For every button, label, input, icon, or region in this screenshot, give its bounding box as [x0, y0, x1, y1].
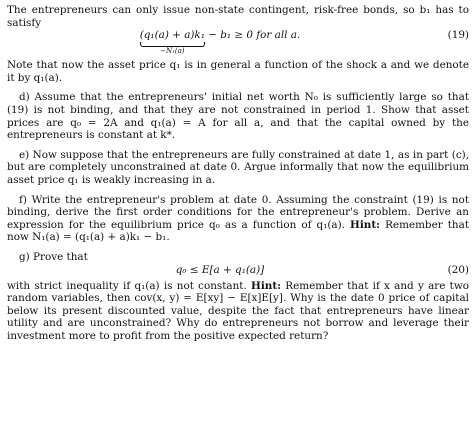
part-f-paragraph	[7, 194, 469, 244]
equation-19-rest: − b₁ ≥ 0 for all a.	[204, 29, 301, 42]
equation-19-body	[7, 29, 433, 56]
equation-20	[7, 264, 469, 280]
part-g-paragraph	[7, 280, 469, 343]
equation-20-body: q₀ ≤ E[a + q₁(a)]	[175, 263, 265, 276]
document-page	[7, 4, 469, 342]
part-g-text: with strict inequality if q₁(a) is not constant.	[7, 279, 252, 292]
intro-paragraph: The entrepreneurs can only issue non-state contingent, risk-free bonds, so b₁ has to satisfy	[7, 4, 469, 29]
equation-19-number: (19)	[447, 29, 469, 42]
part-g-hint-label: Hint:	[251, 279, 282, 292]
part-g-hint-text: Remember that if x and y are two random variables, then cov(x, y) = E[xy] − E[x]E[y]. Why is the date 0 price of capital below its present discounted value, despite the fact that entrepreneurs have linear utility and are unconstrained? Why do entrepreneurs not borrow and leverage their investment more to profit from the positive expected return?	[7, 279, 469, 342]
underbrace-label: −N₁(a)	[160, 47, 185, 56]
part-d-paragraph: d) Assume that the entrepreneurs' initial net worth N₀ is sufficiently large so that (19) is not binding, and that they are not constrained in period 1. Show that asset prices are q₀ = 2A and q₁(a) = A for all a, and that the capital owned by the entrepreneurs is constant at k*.	[7, 91, 469, 142]
part-g-title: g) Prove that	[19, 250, 88, 263]
equation-19	[7, 29, 469, 59]
part-f-hint-label: Hint:	[350, 218, 381, 231]
part-e-paragraph: e) Now suppose that the entrepreneurs are fully constrained at date 1, as in part (c), but are completely unconstrained at date 0. Argue informally that now the equilibrium asset price q₁ is weakly increasing in a.	[7, 148, 469, 186]
underbrace-group	[139, 29, 205, 56]
equation-20-number: (20)	[447, 263, 469, 276]
part-f-hint-text: Remember that now N₁(a) = (q₁(a) + a)k₁ − b₁.	[7, 218, 469, 244]
note-paragraph: Note that now the asset price q₁ is in general a function of the shock a and we denote it by q₁(a).	[7, 59, 469, 84]
underbrace-content: (q₁(a) + a)k₁	[139, 29, 205, 42]
part-f-text: f) Write the entrepreneur's problem at date 0. Assuming the constraint (19) is not binding, derive the first order conditions for the entrepreneur's problem. Derive an expression for the equilibrium price q₀ as a function of q₁(a).	[7, 193, 469, 231]
